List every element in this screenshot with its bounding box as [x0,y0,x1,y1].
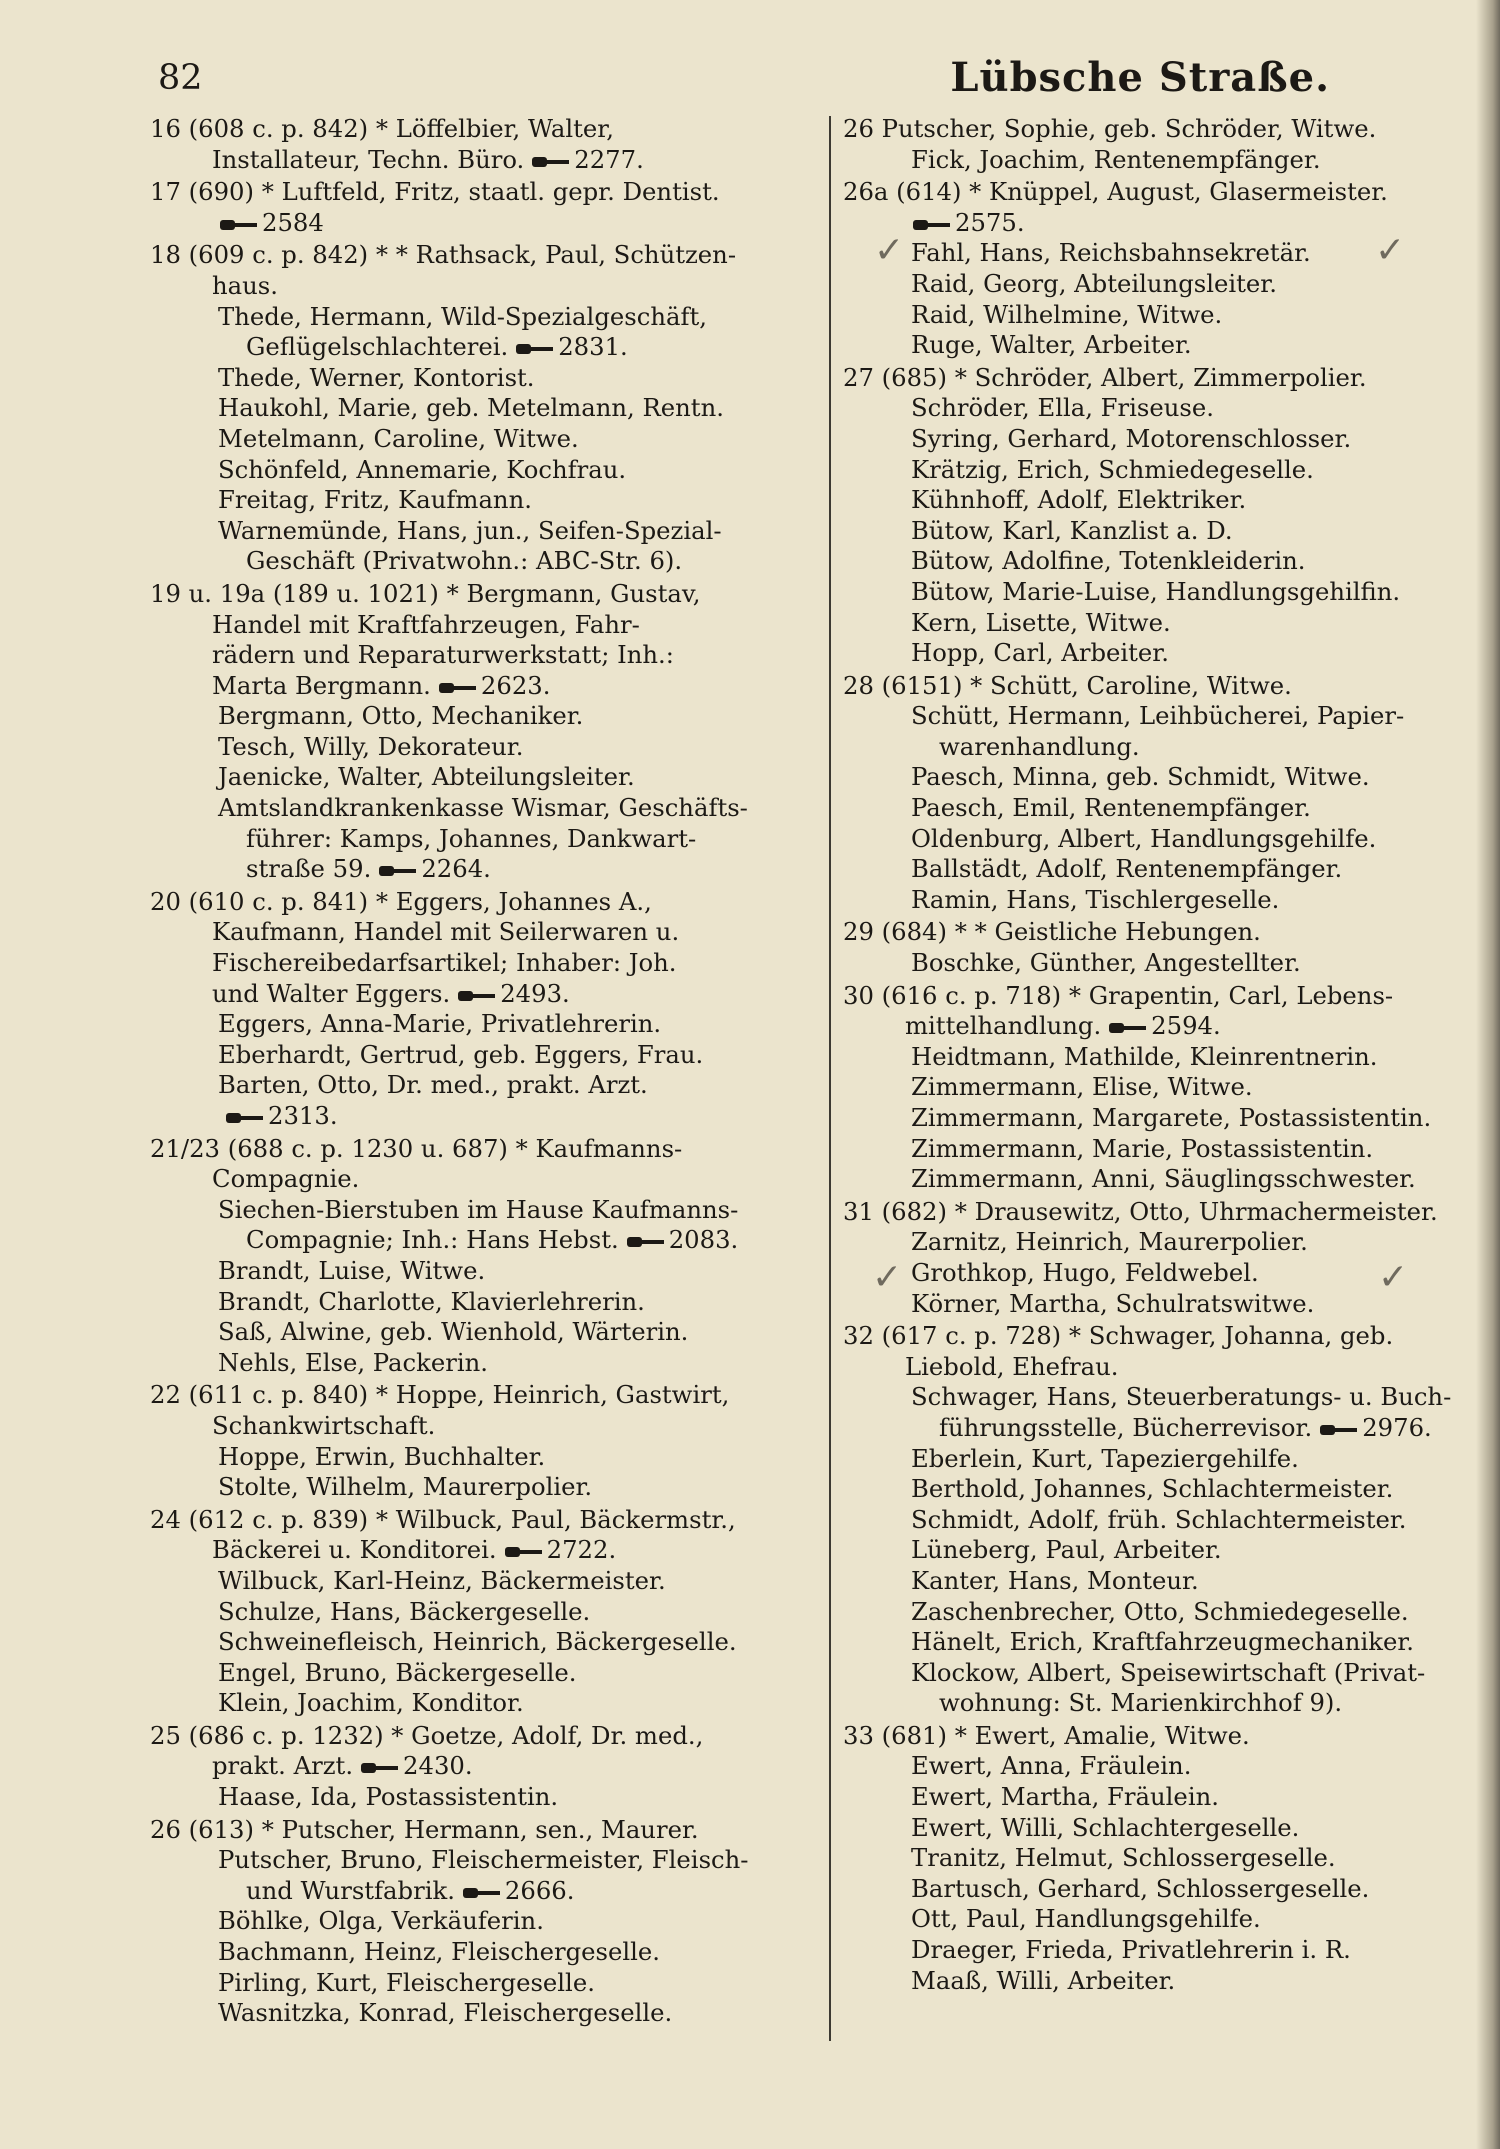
line-text: Zaschenbrecher, Otto, Schmiedegeselle. [911,1596,1409,1626]
resident-line [843,1164,1493,1195]
telephone-icon [505,1545,541,1559]
line-text: Ott, Paul, Handlungsgehilfe. [911,1904,1261,1934]
telephone-icon [220,218,256,232]
line-text: 19 u. 19a (189 u. 1021) * Bergmann, Gustav, [150,578,701,608]
line-text: 25 (686 c. p. 1232) * Goetze, Adolf, Dr. med., [150,1720,704,1750]
resident-line [150,948,815,979]
resident-line [150,1876,815,1907]
address-entry [843,363,1493,669]
resident-line [150,1597,815,1628]
line-text: Hopp, Carl, Arbeiter. [911,638,1169,668]
telephone-icon [516,342,552,356]
resident-line [843,393,1493,424]
resident-line [150,1998,815,2029]
resident-line [843,1474,1493,1505]
line-text: Tesch, Willy, Dekorateur. [218,731,524,761]
line-text: Installateur, Techn. Büro. [212,144,525,174]
resident-line [150,145,815,176]
line-text: Hänelt, Erich, Kraftfahrzeugmechaniker. [911,1627,1414,1657]
line-text: Liebold, Ehefrau. [905,1351,1119,1381]
line-text: Jaenicke, Walter, Abteilungsleiter. [218,762,635,792]
line-text: 17 (690) * Luftfeld, Fritz, staatl. gepr. Dentist. [150,177,720,207]
line-text: Wilbuck, Karl-Heinz, Bäckermeister. [218,1565,666,1595]
line-text: Fahl, Hans, Reichsbahnsekretär. [911,238,1311,268]
resident-line [150,485,815,516]
line-text: Barten, Otto, Dr. med., prakt. Arzt. [218,1070,648,1100]
line-text: Berthold, Johannes, Schlachtermeister. [911,1474,1394,1504]
line-text: Bütow, Karl, Kanzlist a. D. [911,515,1233,545]
line-text: Raid, Wilhelmine, Witwe. [911,299,1223,329]
resident-line [843,1813,1493,1844]
resident-line [150,424,815,455]
line-text: Kanter, Hans, Monteur. [911,1565,1199,1595]
resident-line [150,1040,815,1071]
line-text: Putscher, Bruno, Fleischermeister, Fleisch- [218,1845,749,1875]
line-text: 26 (613) * Putscher, Hermann, sen., Maurer. [150,1814,699,1844]
address-entry [150,1134,815,1379]
line-text: Klockow, Albert, Speisewirtschaft (Privat- [911,1657,1426,1687]
line-text: Böhlke, Olga, Verkäuferin. [218,1906,544,1936]
line-text: Schwager, Hans, Steuerberatungs- u. Buch- [911,1382,1452,1412]
resident-line [843,1627,1493,1658]
resident-line [843,1966,1493,1997]
line-text: Zimmermann, Margarete, Postassistentin. [911,1103,1432,1132]
resident-line [150,1906,815,1937]
resident-line [843,638,1493,669]
resident-line [150,1442,815,1473]
address-entry [150,1721,815,1813]
resident-line [150,1256,815,1287]
phone-number: 2976. [1362,1412,1432,1442]
resident-line [150,1225,815,1256]
phone-number: 2493. [500,978,570,1008]
house-number-line [150,1380,815,1411]
resident-line [150,271,815,302]
line-text: Schütt, Hermann, Leihbücherei, Papier- [911,701,1405,731]
line-text: 20 (610 c. p. 841) * Eggers, Johannes A., [150,886,652,916]
line-text: Bäckerei u. Konditorei. [212,1535,497,1565]
resident-line [843,269,1493,300]
address-entry [843,1721,1493,1996]
resident-line [150,1070,815,1101]
resident-line [843,145,1493,176]
resident-line [150,1627,815,1658]
house-number-line [843,363,1493,394]
house-number-line [150,1815,815,1846]
resident-line [150,1317,815,1348]
address-entry [150,1380,815,1502]
resident-line [843,455,1493,486]
line-text: 24 (612 c. p. 839) * Wilbuck, Paul, Bäckermstr., [150,1504,736,1534]
resident-line [150,640,815,671]
line-text: 16 (608 c. p. 842) * Löffelbier, Walter, [150,114,614,143]
house-number-line [150,114,815,145]
phone-number: 2430. [403,1751,473,1781]
line-text: Kühnhoff, Adolf, Elektriker. [911,485,1247,515]
resident-line [843,762,1493,793]
house-number-line [843,671,1493,702]
line-text: Ballstädt, Adolf, Rentenempfänger. [911,854,1343,884]
resident-line [843,300,1493,331]
line-text: Paesch, Emil, Rentenempfänger. [911,793,1311,823]
resident-line [150,917,815,948]
line-text: 26a (614) * Knüppel, August, Glasermeister. [843,177,1388,207]
phone-number: 2666. [504,1875,575,1905]
house-number-line [843,177,1493,208]
line-text: Eggers, Anna-Marie, Privatlehrerin. [218,1009,662,1039]
line-text: Boschke, Günther, Angestellter. [911,948,1301,978]
resident-line [150,701,815,732]
address-entry [843,671,1493,916]
line-text: Hoppe, Erwin, Buchhalter. [218,1441,546,1471]
line-text: Paesch, Minna, geb. Schmidt, Witwe. [911,762,1370,792]
handwritten-check-mark: ✓ [1375,230,1406,271]
line-text: 18 (609 c. p. 842) * * Rathsack, Paul, Schützen- [150,240,737,270]
resident-line [843,1505,1493,1536]
resident-line [150,732,815,763]
line-text: 21/23 (688 c. p. 1230 u. 687) * Kaufmanns- [150,1133,683,1163]
handwritten-check-mark: ✓ [872,1257,903,1298]
line-text: Bütow, Adolfine, Totenkleiderin. [911,546,1306,576]
line-text: Bartusch, Gerhard, Schlossergeselle. [911,1873,1370,1903]
resident-line [843,1535,1493,1566]
resident-line [150,1101,815,1132]
line-text: führungsstelle, Bücherrevisor. [939,1412,1313,1442]
resident-line [150,824,815,855]
telephone-icon [226,1111,262,1125]
line-text: Geschäft (Privatwohn.: ABC-Str. 6). [246,546,683,576]
column-divider [829,116,831,2041]
phone-number: 2594. [1151,1011,1221,1041]
line-text: Pirling, Kurt, Fleischergeselle. [218,1967,595,1997]
house-number-line [843,981,1493,1012]
line-text: straße 59. [246,854,372,884]
line-text: 31 (682) * Drausewitz, Otto, Uhrmachermeister. [843,1196,1438,1226]
resident-line [843,485,1493,516]
line-text: Tranitz, Helmut, Schlossergeselle. [911,1843,1336,1873]
telephone-icon [458,989,494,1003]
resident-line [150,1566,815,1597]
line-text: Haukohl, Marie, geb. Metelmann, Rentn. [218,393,724,423]
resident-line [843,701,1493,732]
telephone-icon [379,864,415,878]
line-text: 32 (617 c. p. 728) * Schwager, Johanna, geb. [843,1321,1394,1351]
resident-line [843,1042,1493,1073]
line-text: Marta Bergmann. [212,670,431,700]
phone-number: 2083. [668,1225,739,1255]
resident-line [150,208,815,239]
resident-line [150,762,815,793]
line-text: haus. [212,270,278,300]
running-title: Lübsche Straße. [950,54,1330,101]
line-text: Stolte, Wilhelm, Maurerpolier. [218,1472,593,1502]
telephone-icon [361,1761,397,1775]
line-text: 29 (684) * * Geistliche Hebungen. [843,917,1261,947]
house-number-line [843,1721,1493,1752]
address-entry [150,1505,815,1719]
resident-line [150,1658,815,1689]
address-entry [150,1815,815,2029]
phone-number: 2722. [546,1535,617,1565]
line-text: Kaufmann, Handel mit Seilerwaren u. [212,917,680,947]
telephone-icon [532,155,568,169]
resident-line [150,1009,815,1040]
phone-number: 2277. [574,144,644,174]
resident-line [843,1413,1493,1444]
line-text: 30 (616 c. p. 718) * Grapentin, Carl, Lebens- [843,980,1394,1010]
resident-line [150,1751,815,1782]
resident-line [150,1968,815,1999]
house-number-line [843,1197,1493,1228]
house-number-line [150,240,815,271]
page-number: 82 [158,58,203,98]
line-text: Oldenburg, Albert, Handlungsgehilfe. [911,823,1377,853]
line-text: Schröder, Ella, Friseuse. [911,393,1214,423]
line-text: führer: Kamps, Johannes, Dankwart- [246,823,697,853]
line-text: Ewert, Willi, Schlachtergeselle. [911,1812,1300,1842]
line-text: Siechen-Bierstuben im Hause Kaufmanns- [218,1194,739,1224]
line-text: Zimmermann, Marie, Postassistentin. [911,1133,1374,1163]
line-text: Eberhardt, Gertrud, geb. Eggers, Frau. [218,1039,704,1069]
resident-line [843,824,1493,855]
handwritten-check-mark: ✓ [1378,1257,1409,1298]
resident-line [150,1287,815,1318]
resident-line [843,330,1493,361]
address-entry [150,887,815,1132]
house-number-line [150,579,815,610]
line-text: Heidtmann, Mathilde, Kleinrentnerin. [911,1041,1378,1071]
phone-number: 2623. [480,670,551,700]
resident-line [843,1352,1493,1383]
address-entry [150,177,815,238]
resident-line [150,1411,815,1442]
resident-line [843,1011,1493,1042]
address-entry [150,114,815,175]
line-text: Thede, Hermann, Wild-Spezialgeschäft, [218,301,707,331]
house-number-line [150,1721,815,1752]
house-number-line [150,887,815,918]
resident-line [150,1782,815,1813]
resident-line [843,1688,1493,1719]
address-entry [843,1321,1493,1719]
line-text: Grothkop, Hugo, Feldwebel. [911,1257,1259,1287]
address-entry [843,114,1493,175]
line-text: Raid, Georg, Abteilungsleiter. [911,268,1277,298]
house-number-line [150,1134,815,1165]
resident-line [843,546,1493,577]
resident-line [843,854,1493,885]
line-text: Compagnie. [212,1164,360,1194]
resident-line [843,1072,1493,1103]
resident-line [150,1195,815,1226]
resident-line [843,732,1493,763]
line-text: Draeger, Frieda, Privatlehrerin i. R. [911,1935,1351,1965]
resident-line [150,363,815,394]
address-entry [843,917,1493,978]
resident-line [843,793,1493,824]
line-text: Eberlein, Kurt, Tapeziergehilfe. [911,1443,1299,1473]
line-text: Klein, Joachim, Konditor. [218,1688,524,1718]
line-text: Kern, Lisette, Witwe. [911,607,1171,637]
line-text: Ewert, Anna, Fräulein. [911,1751,1192,1781]
line-text: und Walter Eggers. [212,978,451,1008]
resident-line [150,1845,815,1876]
resident-line [150,546,815,577]
line-text: 26 Putscher, Sophie, geb. Schröder, Witwe. [843,114,1377,143]
line-text: Maaß, Willi, Arbeiter. [911,1965,1176,1995]
resident-line [150,302,815,333]
line-text: Ewert, Martha, Fräulein. [911,1782,1219,1812]
line-text: Schmidt, Adolf, früh. Schlachtermeister. [911,1504,1407,1534]
line-text: Bachmann, Heinz, Fleischergeselle. [218,1937,661,1967]
line-text: Nehls, Else, Packerin. [218,1347,488,1377]
line-text: Engel, Bruno, Bäckergeselle. [218,1657,577,1687]
line-text: Bütow, Marie-Luise, Handlungsgehilfin. [911,576,1401,606]
line-text: Fischereibedarfsartikel; Inhaber: Joh. [212,948,677,978]
telephone-icon [439,681,475,695]
resident-line [843,1751,1493,1782]
line-text: Schönfeld, Annemarie, Kochfrau. [218,454,627,484]
address-entry [150,579,815,885]
resident-line [150,455,815,486]
line-text: Warnemünde, Hans, jun., Seifen-Spezial- [218,515,722,545]
resident-line [843,1103,1493,1134]
resident-line [843,885,1493,916]
line-text: Brandt, Luise, Witwe. [218,1255,486,1285]
line-text: Wasnitzka, Konrad, Fleischergeselle. [218,1998,673,2028]
house-number-line [150,1505,815,1536]
line-text: Zimmermann, Anni, Säuglingsschwester. [911,1164,1416,1194]
line-text: 22 (611 c. p. 840) * Hoppe, Heinrich, Gastwirt, [150,1380,730,1410]
phone-number: 2313. [268,1101,338,1130]
line-text: Syring, Gerhard, Motorenschlosser. [911,423,1352,453]
house-number-line [843,1321,1493,1352]
telephone-icon [627,1235,663,1249]
resident-line [150,671,815,702]
resident-line [150,1688,815,1719]
line-text: und Wurstfabrik. [246,1875,455,1905]
line-text: Thede, Werner, Kontorist. [218,362,535,392]
address-entry [843,981,1493,1195]
telephone-icon [1320,1423,1356,1437]
resident-line [843,948,1493,979]
line-text: Brandt, Charlotte, Klavierlehrerin. [218,1286,645,1316]
line-text: Ruge, Walter, Arbeiter. [911,330,1192,360]
line-text: Fick, Joachim, Rentenempfänger. [911,144,1321,174]
resident-line [843,1382,1493,1413]
line-text: Haase, Ida, Postassistentin. [218,1782,559,1812]
line-text: Ramin, Hans, Tischlergeselle. [911,884,1280,914]
line-text: Schankwirtschaft. [212,1410,436,1440]
line-text: Amtslandkrankenkasse Wismar, Geschäfts- [218,793,748,823]
resident-line [150,1164,815,1195]
house-number-line [150,177,815,208]
line-text: Schulze, Hans, Bäckergeselle. [218,1596,591,1626]
resident-line [843,1227,1493,1258]
line-text: 33 (681) * Ewert, Amalie, Witwe. [843,1720,1250,1750]
resident-line [843,577,1493,608]
handwritten-check-mark: ✓ [874,230,905,271]
phone-number: 2264. [421,854,491,884]
resident-line [150,610,815,641]
resident-line [150,793,815,824]
phone-number: 2584 [262,207,324,237]
line-text: Zimmermann, Elise, Witwe. [911,1072,1253,1102]
resident-line [150,1348,815,1379]
line-text: mittelhandlung. [905,1011,1102,1041]
resident-line [843,1874,1493,1905]
resident-line [150,979,815,1010]
line-text: Körner, Martha, Schulratswitwe. [911,1288,1315,1318]
resident-line [843,1566,1493,1597]
line-text: rädern und Reparaturwerkstatt; Inh.: [212,640,674,670]
resident-line [843,608,1493,639]
telephone-icon [463,1886,499,1900]
line-text: Metelmann, Caroline, Witwe. [218,423,579,453]
phone-number: 2575. [955,207,1025,237]
resident-line [843,1935,1493,1966]
phone-number: 2831. [558,332,628,362]
resident-line [843,1904,1493,1935]
line-text: Geflügelschlachterei. [246,332,509,362]
resident-line [150,516,815,547]
resident-line [150,332,815,363]
resident-line [150,1937,815,1968]
right-column [843,114,1493,1998]
telephone-icon [1109,1021,1145,1035]
line-text: warenhandlung. [939,731,1140,761]
line-text: wohnung: St. Marienkirchhof 9). [939,1688,1343,1718]
line-text: Compagnie; Inh.: Hans Hebst. [246,1225,619,1255]
line-text: 28 (6151) * Schütt, Caroline, Witwe. [843,670,1292,700]
resident-line [843,1782,1493,1813]
resident-line [843,1444,1493,1475]
left-column [150,114,815,2031]
line-text: 27 (685) * Schröder, Albert, Zimmerpolier. [843,362,1367,392]
line-text: Saß, Alwine, geb. Wienhold, Wärterin. [218,1317,689,1347]
house-number-line [843,917,1493,948]
line-text: Bergmann, Otto, Mechaniker. [218,701,584,731]
resident-line [150,393,815,424]
resident-line [843,516,1493,547]
line-text: Schweinefleisch, Heinrich, Bäckergeselle. [218,1627,737,1657]
resident-line [843,1134,1493,1165]
line-text: Zarnitz, Heinrich, Maurerpolier. [911,1227,1308,1257]
telephone-icon [913,218,949,232]
resident-line [150,1472,815,1503]
house-number-line [843,114,1493,145]
line-text: prakt. Arzt. [212,1751,354,1781]
resident-line [150,854,815,885]
address-entry [150,240,815,577]
resident-line [843,1843,1493,1874]
line-text: Krätzig, Erich, Schmiedegeselle. [911,454,1314,484]
resident-line [843,1658,1493,1689]
line-text: Freitag, Fritz, Kaufmann. [218,485,532,515]
page-header [150,50,1330,110]
resident-line [843,424,1493,455]
resident-line [843,1597,1493,1628]
line-text: Handel mit Kraftfahrzeugen, Fahr- [212,609,640,639]
resident-line [150,1535,815,1566]
line-text: Lüneberg, Paul, Arbeiter. [911,1535,1222,1565]
